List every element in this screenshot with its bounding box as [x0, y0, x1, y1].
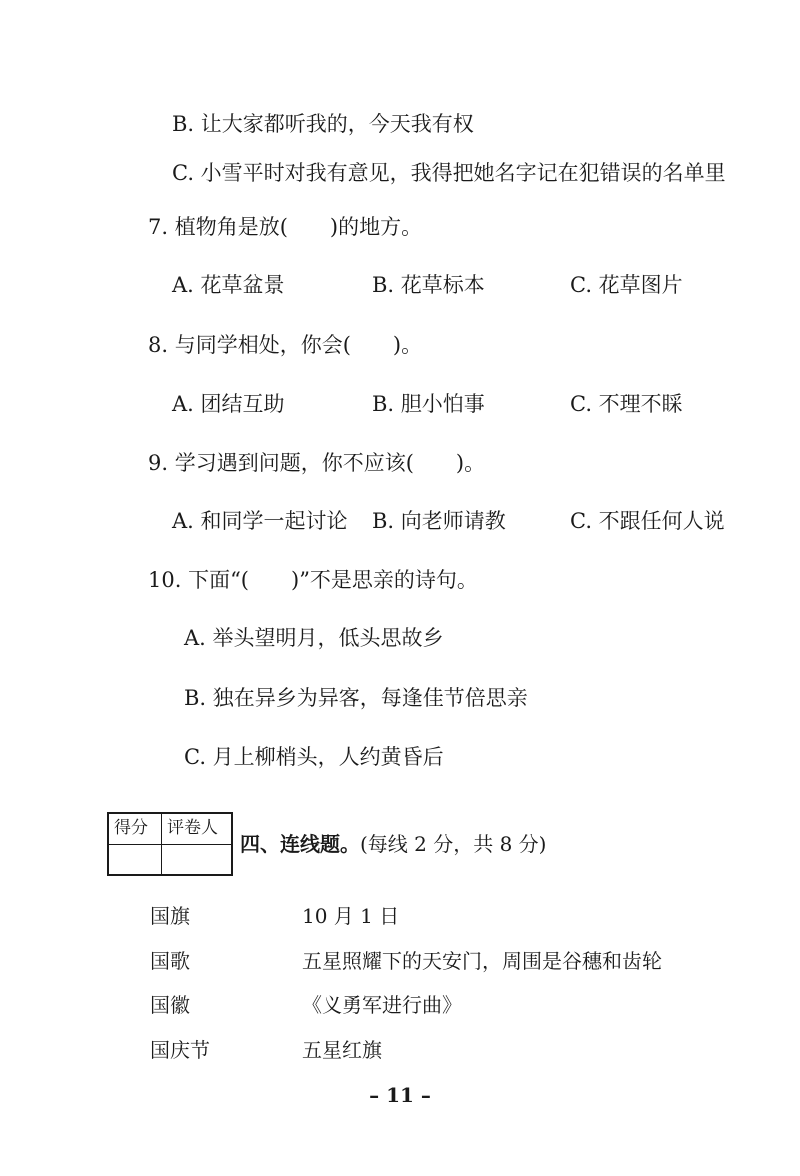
match-right-item: 五星红旗 [302, 1038, 382, 1062]
section-4-note: (每线 2 分，共 8 分) [360, 832, 547, 856]
q10-option-c: C. 月上柳梢头，人约黄昏后 [184, 745, 444, 769]
section-4-title: 四、连线题。 [240, 832, 360, 856]
q8-option-b: B. 胆小怕事 [372, 392, 485, 416]
q9-stem: 9. 学习遇到问题，你不应该( )。 [148, 451, 486, 475]
q10-stem: 10. 下面“( )”不是思亲的诗句。 [148, 568, 478, 592]
q10-option-a: A. 举头望明月，低头思故乡 [184, 626, 444, 650]
q7-option-b: B. 花草标本 [372, 273, 485, 297]
q9-option-c: C. 不跟任何人说 [570, 509, 725, 533]
q9-option-b: B. 向老师请教 [372, 509, 506, 533]
score-table-column-divider [161, 814, 162, 874]
match-right-item: 五星照耀下的天安门，周围是谷穗和齿轮 [302, 949, 662, 973]
score-table-row-divider [109, 844, 231, 845]
match-left-item: 国旗 [150, 904, 190, 928]
q7-option-a: A. 花草盆景 [172, 273, 285, 297]
page-number: – 11 – [369, 1083, 431, 1107]
q6-option-b: B. 让大家都听我的，今天我有权 [172, 112, 474, 136]
q10-option-b: B. 独在异乡为异客，每逢佳节倍思亲 [184, 686, 528, 710]
q6-option-c: C. 小雪平时对我有意见，我得把她名字记在犯错误的名单里 [172, 161, 726, 185]
score-table [107, 812, 233, 876]
q8-option-a: A. 团结互助 [172, 392, 285, 416]
q9-option-a: A. 和同学一起讨论 [172, 509, 348, 533]
match-left-item: 国歌 [150, 949, 190, 973]
match-left-item: 国徽 [150, 993, 190, 1017]
q7-option-c: C. 花草图片 [570, 273, 683, 297]
section-4-heading [240, 830, 546, 858]
match-right-item: 10 月 1 日 [302, 904, 400, 928]
q8-stem: 8. 与同学相处，你会( )。 [148, 333, 423, 357]
q8-option-c: C. 不理不睬 [570, 392, 683, 416]
match-right-item: 《义勇军进行曲》 [302, 993, 462, 1017]
match-left-item: 国庆节 [150, 1038, 210, 1062]
q7-stem: 7. 植物角是放( )的地方。 [148, 215, 423, 239]
grader-label: 评卷人 [167, 818, 218, 838]
score-label: 得分 [114, 818, 148, 838]
